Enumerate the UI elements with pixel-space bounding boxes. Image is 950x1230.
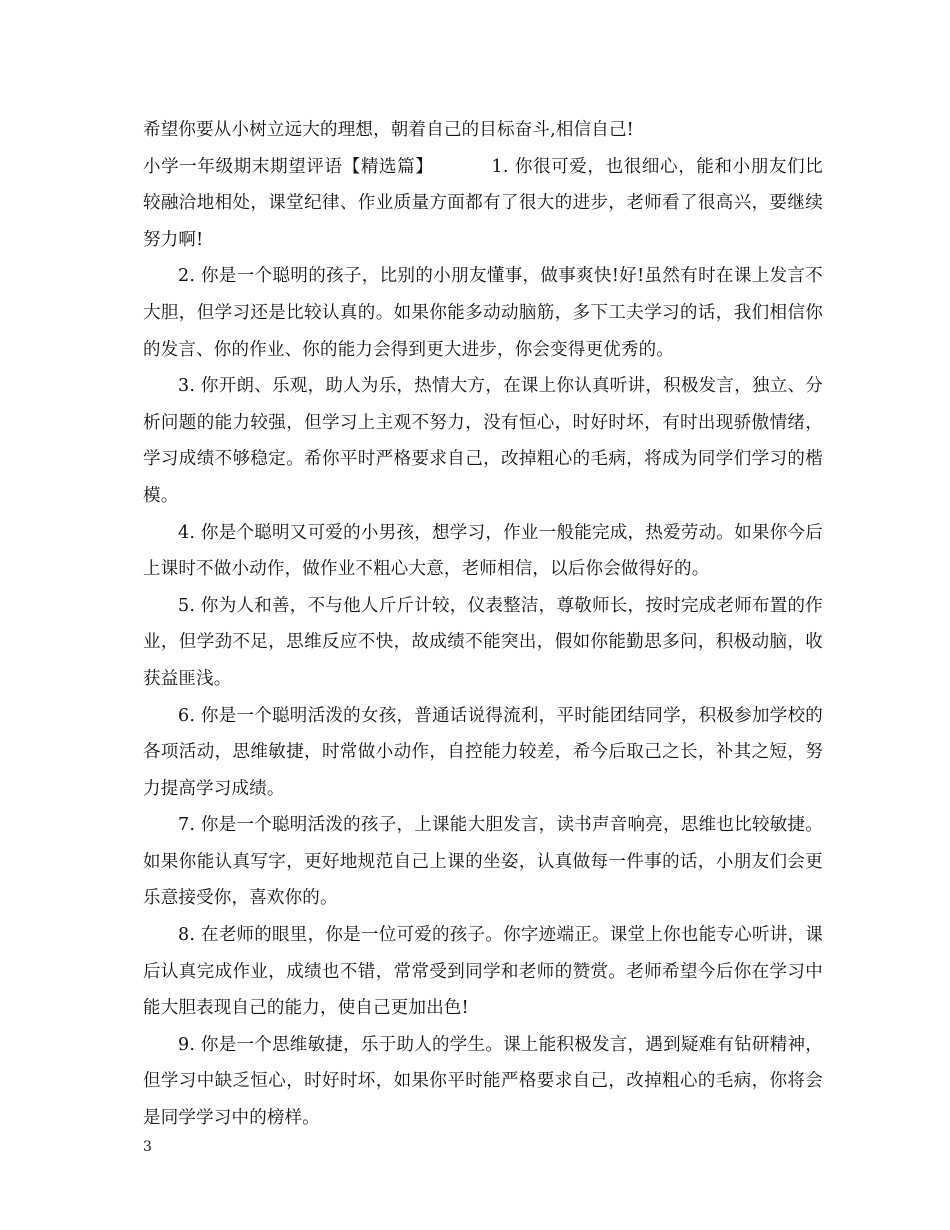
list-item-6: 6. 你是一个聪明活泼的女孩，普通话说得流利，平时能团结同学，积极参加学校的各项活动，思维敏捷，时常做小动作，自控能力较差，希今后取己之长，补其之短，努力提高学习成绩。: [143, 705, 823, 799]
list-item-2: 2. 你是一个聪明的孩子，比别的小朋友懂事，做事爽快!好!虽然有时在课上发言不大胆，但学习还是比较认真的。如果你能多动动脑筋，多下工夫学习的话，我们相信你的发言、你的作业、你的能力会得到更大进步，你会变得更优秀的。: [143, 266, 823, 360]
list-item-5: 5. 你为人和善，不与他人斤斤计较，仪表整洁，尊敬师长，按时完成老师布置的作业，但学劲不足，思维反应不快，故成绩不能突出，假如你能勤思多问，积极动脑，收获益匪浅。: [143, 595, 823, 689]
intro-paragraph: 希望你要从小树立远大的理想，朝着自己的目标奋斗,相信自己!: [143, 120, 634, 140]
list-item-9: 9. 你是一个思维敏捷，乐于助人的学生。课上能积极发言，遇到疑难有钻研精神，但学习中缺乏恒心，时好时坏，如果你平时能严格要求自己，改掉粗心的毛病，你将会是同学学习中的榜样。: [143, 1034, 823, 1129]
heading-paragraph: [143, 149, 823, 259]
list-item-1: 1. 你很可爱，也很细心，能和小朋友们比较融洽地相处，课堂纪律、作业质量方面都有了很大的进步，老师看了很高兴，要继续努力啊!: [143, 156, 824, 250]
list-item-4: 4. 你是个聪明又可爱的小男孩，想学习，作业一般能完成，热爱劳动。如果你今后上课时不做小动作，做作业不粗心大意，老师相信，以后你会做得好的。: [143, 522, 823, 580]
list-item-8: 8. 在老师的眼里，你是一位可爱的孩子。你字迹端正。课堂上你也能专心听讲，课后认真完成作业，成绩也不错，常常受到同学和老师的赞赏。老师希望今后你在学习中能大胆表现自己的能力，使自己更加出色!: [143, 925, 823, 1019]
section-heading: 小学一年级期末期望评语【精选篇】: [143, 156, 434, 177]
document-body: [143, 112, 823, 1137]
list-item-7: 7. 你是一个聪明活泼的孩子，上课能大胆发言，读书声音响亮，思维也比较敏捷。如果你能认真写字，更好地规范自己上课的坐姿，认真做每一件事的话，小朋友们会更乐意接受你，喜欢你的。: [143, 815, 823, 909]
list-item-3: 3. 你开朗、乐观，助人为乐，热情大方，在课上你认真听讲，积极发言，独立、分析问题的能力较强，但学习上主观不努力，没有恒心，时好时坏，有时出现骄傲情绪，学习成绩不够稳定。希你平时严格要求自己，改掉粗心的毛病，将成为同学们学习的楷模。: [143, 376, 823, 506]
page-number: 3: [143, 1139, 152, 1155]
